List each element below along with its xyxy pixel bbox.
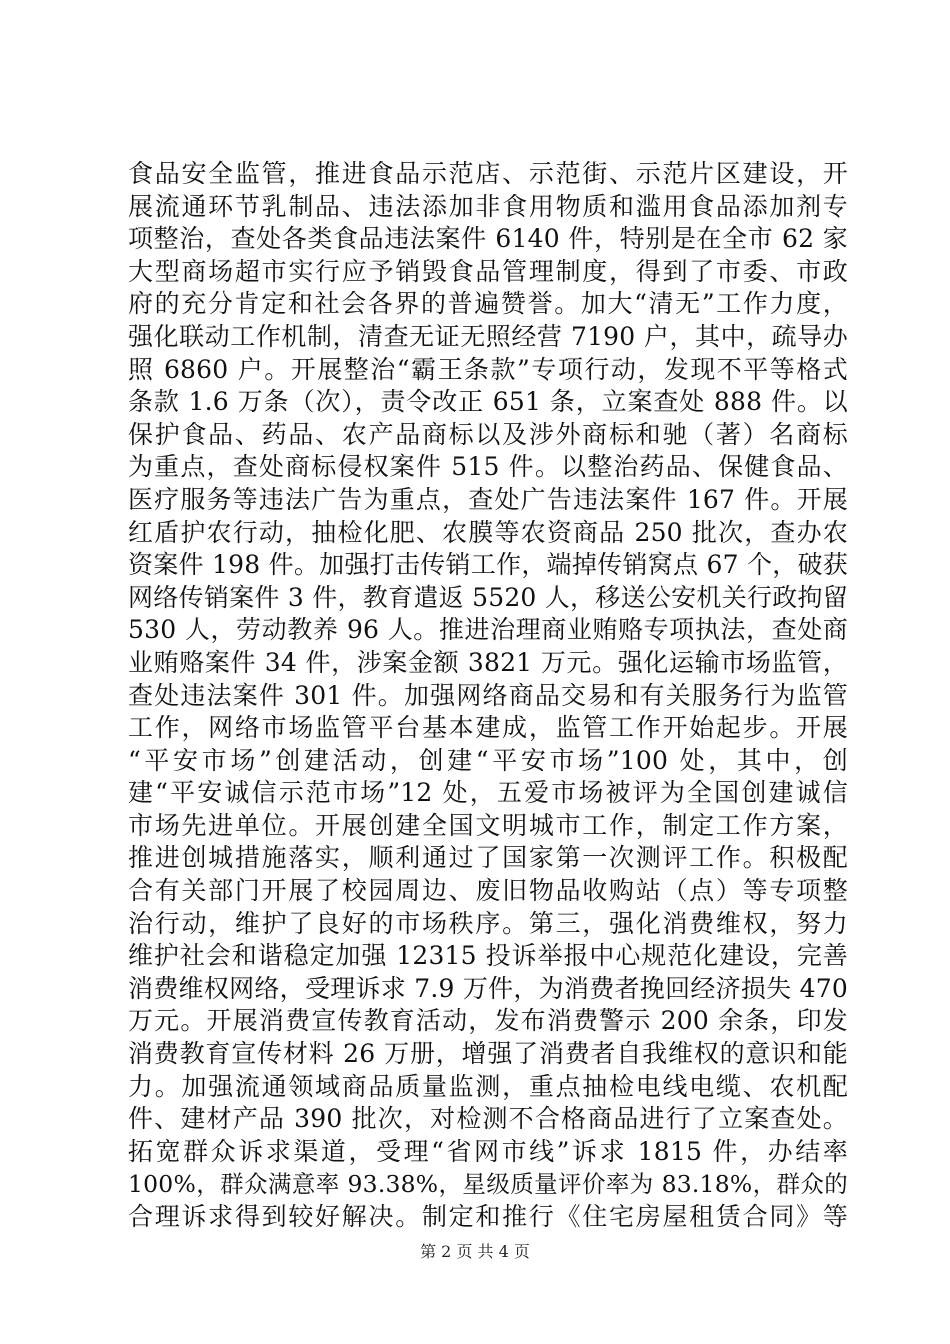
text-line: 照 6860 户。开展整治“霸王条款”专项行动，发现不平等格式 [128, 354, 848, 384]
page-footer: 第 2 页 共 4 页 [420, 1242, 530, 1261]
text-line: 食品安全监管，推进食品示范店、示范街、示范片区建设，开 [128, 159, 848, 188]
text-line: 业贿赂案件 34 件，涉案金额 3821 万元。强化运输市场监管， [128, 647, 848, 677]
text-line: 市场先进单位。开展创建全国文明城市工作，制定工作方案， [128, 810, 848, 840]
text-line: 合有关部门开展了校园周边、废旧物品收购站（点）等专项整 [128, 876, 848, 906]
text-line: 查处违法案件 301 件。加强网络商品交易和有关服务行为监管 [128, 680, 848, 710]
text-line: “平安市场”创建活动，创建“平安市场”100 处，其中，创 [128, 745, 848, 775]
text-line: 治行动，维护了良好的市场秩序。第三，强化消费维权，努力 [128, 908, 848, 938]
text-line: 推进创城措施落实，顺利通过了国家第一次测评工作。积极配 [128, 843, 848, 873]
text-line: 100%，群众满意率 93.38%，星级质量评价率为 83.18%，群众的 [128, 1170, 848, 1199]
text-line: 网络传销案件 3 件，教育遣返 5520 人，移送公安机关行政拘留 [128, 582, 848, 612]
text-line: 万元。开展消费宣传教育活动，发布消费警示 200 余条，印发 [128, 1006, 848, 1036]
text-line: 建“平安诚信示范市场”12 处，五爱市场被评为全国创建诚信 [128, 778, 848, 808]
text-line: 项整治，查处各类食品违法案件 6140 件，特别是在全市 62 家 [128, 224, 848, 254]
text-line: 消费维权网络，受理诉求 7.9 万件，为消费者挽回经济损失 470 [128, 973, 848, 1003]
text-line: 资案件 198 件。加强打击传销工作，端掉传销窝点 67 个，破获 [128, 550, 848, 580]
text-line: 件、建材产品 390 批次，对检测不合格商品进行了立案查处。 [128, 1104, 848, 1134]
text-line: 工作，网络市场监管平台基本建成，监管工作开始起步。开展 [128, 713, 848, 743]
text-line: 力。加强流通领域商品质量监测，重点抽检电线电缆、农机配 [128, 1071, 848, 1101]
text-line: 条款 1.6 万条（次），责令改正 651 条，立案查处 888 件。以 [128, 387, 848, 417]
text-line: 红盾护农行动，抽检化肥、农膜等农资商品 250 批次，查办农 [128, 517, 848, 547]
text-line: 消费教育宣传材料 26 万册，增强了消费者自我维权的意识和能 [128, 1039, 848, 1069]
text-line: 拓宽群众诉求渠道，受理“省网市线”诉求 1815 件，办结率 [128, 1136, 848, 1166]
text-line: 维护社会和谐稳定加强 12315 投诉举报中心规范化建设，完善 [128, 941, 848, 971]
text-line: 医疗服务等违法广告为重点，查处广告违法案件 167 件。开展 [128, 484, 848, 514]
text-line: 530 人，劳动教养 96 人。推进治理商业贿赂专项执法，查处商 [128, 615, 848, 645]
text-line: 为重点，查处商标侵权案件 515 件。以整治药品、保健食品、 [128, 452, 848, 482]
text-line: 大型商场超市实行应予销毁食品管理制度，得到了市委、市政 [128, 256, 848, 286]
body-text [128, 158, 848, 1234]
text-line: 合理诉求得到较好解决。制定和推行《住宅房屋租赁合同》等 [128, 1202, 848, 1231]
text-line: 府的充分肯定和社会各界的普遍赞誉。加大“清无”工作力度， [128, 289, 848, 319]
text-line: 展流通环节乳制品、违法添加非食用物质和滥用食品添加剂专 [128, 191, 848, 221]
text-line: 保护食品、药品、农产品商标以及涉外商标和驰（著）名商标 [128, 419, 848, 449]
text-line: 强化联动工作机制，清查无证无照经营 7190 户，其中，疏导办 [128, 321, 848, 351]
